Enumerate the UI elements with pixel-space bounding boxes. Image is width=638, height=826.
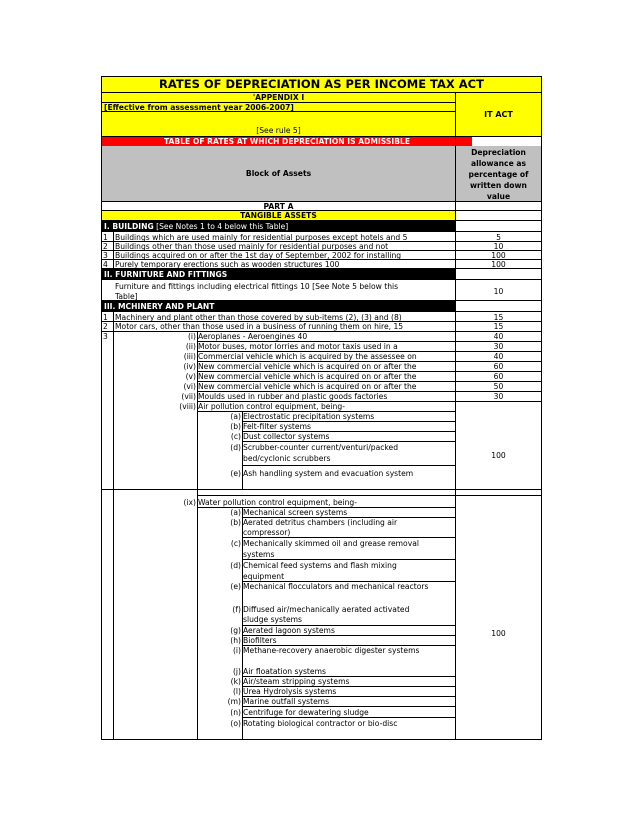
water-item-text: Marine outfall systems xyxy=(243,697,330,706)
sub-item-text: Motor buses, motor lorries and motor taxis used in a xyxy=(198,342,398,351)
depreciation-header xyxy=(456,147,541,202)
effective-label: [Effective from assessment year 2006-2007] xyxy=(104,103,294,112)
row-number: 3 xyxy=(103,251,108,260)
row-number: 1 xyxy=(103,233,108,242)
row-number: 4 xyxy=(103,260,108,269)
dep-header-line: value xyxy=(486,192,511,201)
dep-header-line: allowance as xyxy=(470,159,527,168)
row-number: 3 xyxy=(103,332,108,341)
letter-label: (a) xyxy=(230,412,241,421)
appendix-label: 'APPENDIX I xyxy=(252,93,305,102)
furniture-text-cont: Table] xyxy=(115,292,138,300)
letter-label: (b) xyxy=(230,518,241,527)
letter-label: (m) xyxy=(227,697,241,706)
roman-numeral: (ii) xyxy=(185,342,196,351)
part-a-label: PART A xyxy=(263,202,294,211)
rate-value: 50 xyxy=(493,382,504,391)
letter-label: (n) xyxy=(230,708,241,717)
air-item-text: Felt-filter systems xyxy=(243,422,311,431)
air-item-text: Scrubber-counter current/venturi/packed xyxy=(243,443,399,452)
building-item-text: Buildings acquired on or after the 1st day of September, 2002 for installing xyxy=(115,251,402,260)
letter-label: (g) xyxy=(230,626,241,635)
rate-value: 30 xyxy=(493,342,504,351)
air-item-text-cont: bed/cyclonic scrubbers xyxy=(243,454,331,463)
water-item-text: Air floatation systems xyxy=(243,667,326,676)
row-number: 2 xyxy=(103,242,108,251)
rate-value: 10 xyxy=(493,242,504,251)
roman-numeral: (v) xyxy=(185,372,196,381)
water-item-text: Aerated detritus chambers (including air xyxy=(243,518,398,527)
water-item-text: Mechanical screen systems xyxy=(243,508,348,517)
letter-label: (b) xyxy=(230,422,241,431)
depreciation-table xyxy=(101,76,542,740)
air-pollution-label: Air pollution control equipment, being- xyxy=(198,402,345,411)
machinery-item-text: Machinery and plant other than those covered by sub-items (2), (3) and (8) xyxy=(115,313,402,322)
water-item-text: Diffused air/mechanically aerated activated xyxy=(243,605,410,614)
table-title: RATES OF DEPRECIATION AS PER INCOME TAX ACT xyxy=(102,77,541,92)
water-item-text-cont: compressor) xyxy=(243,528,291,537)
water-item-text: Air/steam stripping systems xyxy=(243,677,350,686)
letter-label: (c) xyxy=(230,539,241,548)
letter-label: (c) xyxy=(230,432,241,441)
building-item-text: Buildings which are used mainly for residential purposes except hotels and 5 xyxy=(115,233,408,242)
machinery-heading: III. MCHINERY AND PLANT xyxy=(104,302,215,311)
water-item-text-cont: systems xyxy=(243,550,275,559)
letter-label: (d) xyxy=(230,443,241,452)
rate-value: 5 xyxy=(496,233,501,242)
rate-value: 60 xyxy=(493,362,504,371)
rate-value: 15 xyxy=(493,322,504,331)
rate-value: 100 xyxy=(491,629,506,638)
water-item-text: Aerated lagoon systems xyxy=(243,626,335,635)
sub-item-text: Moulds used in rubber and plastic goods factories xyxy=(198,392,388,401)
building-heading-title: I. BUILDING xyxy=(104,222,154,231)
furniture-heading: II. FURNITURE AND FITTINGS xyxy=(104,270,228,279)
it-act-header: IT ACT xyxy=(456,93,541,136)
water-item-text: Urea Hydrolysis systems xyxy=(243,687,337,696)
letter-label: (f) xyxy=(232,605,241,614)
sub-item-text: New commercial vehicle which is acquired on or after the xyxy=(198,382,417,391)
furniture-text: Furniture and fittings including electrical fittings 10 [See Note 5 below this xyxy=(115,282,399,291)
water-item-text: Mechanical flocculators and mechanical reactors xyxy=(243,582,429,591)
letter-label: (h) xyxy=(230,636,241,645)
rate-value: 60 xyxy=(493,372,504,381)
letter-label: (d) xyxy=(230,561,241,570)
water-pollution-label: Water pollution control equipment, being- xyxy=(198,498,357,507)
letter-label: (e) xyxy=(230,469,241,478)
tangible-assets-label: TANGIBLE ASSETS xyxy=(102,211,455,220)
letter-label: (o) xyxy=(230,719,241,728)
water-item-text: Centrifuge for dewatering sludge xyxy=(243,708,369,717)
rate-value: 40 xyxy=(493,352,504,361)
roman-numeral: (i) xyxy=(187,332,196,341)
air-item-text: Electrostatic precipitation systems xyxy=(243,412,375,421)
rate-value: 15 xyxy=(493,313,504,322)
letter-label: (i) xyxy=(232,646,241,655)
see-rule-label: [See rule 5] xyxy=(256,126,301,135)
sub-item-text: Aeroplanes - Aeroengines 40 xyxy=(198,332,308,341)
sub-item-text: Commercial vehicle which is acquired by the assessee on xyxy=(198,352,417,361)
rate-value: 100 xyxy=(491,451,506,460)
letter-label: (l) xyxy=(232,687,241,696)
machinery-item-text: Motor cars, other than those used in a business of running them on hire, 15 xyxy=(115,322,404,331)
water-item-text-cont: equipment xyxy=(243,572,285,581)
water-item-text: Rotating biological contractor or bio-disc xyxy=(243,719,398,728)
roman-numeral: (vi) xyxy=(183,382,196,391)
rate-value: 10 xyxy=(493,287,504,296)
roman-numeral: (ix) xyxy=(183,498,196,507)
rate-value: 30 xyxy=(493,392,504,401)
rate-value: 40 xyxy=(493,332,504,341)
row-number: 1 xyxy=(103,313,108,322)
row-number: 2 xyxy=(103,322,108,331)
roman-numeral: (viii) xyxy=(179,402,196,411)
block-of-assets-header: Block of Assets xyxy=(245,169,312,178)
building-heading xyxy=(104,222,288,231)
dep-header-line: written down xyxy=(470,181,527,190)
rate-value: 100 xyxy=(491,251,506,260)
dep-header-line: Depreciation xyxy=(471,148,526,157)
air-item-text: Ash handling system and evacuation system xyxy=(243,469,414,478)
sub-item-text: New commercial vehicle which is acquired on or after the xyxy=(198,362,417,371)
building-item-text: Buildings other than those used mainly for residential purposes and not xyxy=(115,242,389,251)
roman-numeral: (iii) xyxy=(183,352,196,361)
sub-item-text: New commercial vehicle which is acquired on or after the xyxy=(198,372,417,381)
letter-label: (j) xyxy=(232,667,241,676)
building-item-text: Purely temporary erections such as wooden structures 100 xyxy=(115,260,340,269)
water-item-text-cont: sludge systems xyxy=(243,615,303,624)
letter-label: (a) xyxy=(230,508,241,517)
water-item-text: Mechanically skimmed oil and grease removal xyxy=(243,539,419,548)
roman-numeral: (iv) xyxy=(183,362,196,371)
dep-header-line: percentage of xyxy=(468,170,529,179)
roman-numeral: (vii) xyxy=(181,392,196,401)
air-item-text: Dust collector systems xyxy=(243,432,330,441)
table-heading: TABLE OF RATES AT WHICH DEPRECIATION IS ADMISSIBLE xyxy=(102,137,472,146)
water-item-text: Methane-recovery anaerobic digester systems xyxy=(243,646,420,655)
water-item-text: Biofilters xyxy=(243,636,277,645)
letter-label: (k) xyxy=(230,677,241,686)
letter-label: (e) xyxy=(230,582,241,591)
building-heading-note: [See Notes 1 to 4 below this Table] xyxy=(153,222,289,231)
rate-value: 100 xyxy=(491,260,506,269)
water-item-text: Chemical feed systems and flash mixing xyxy=(243,561,397,570)
